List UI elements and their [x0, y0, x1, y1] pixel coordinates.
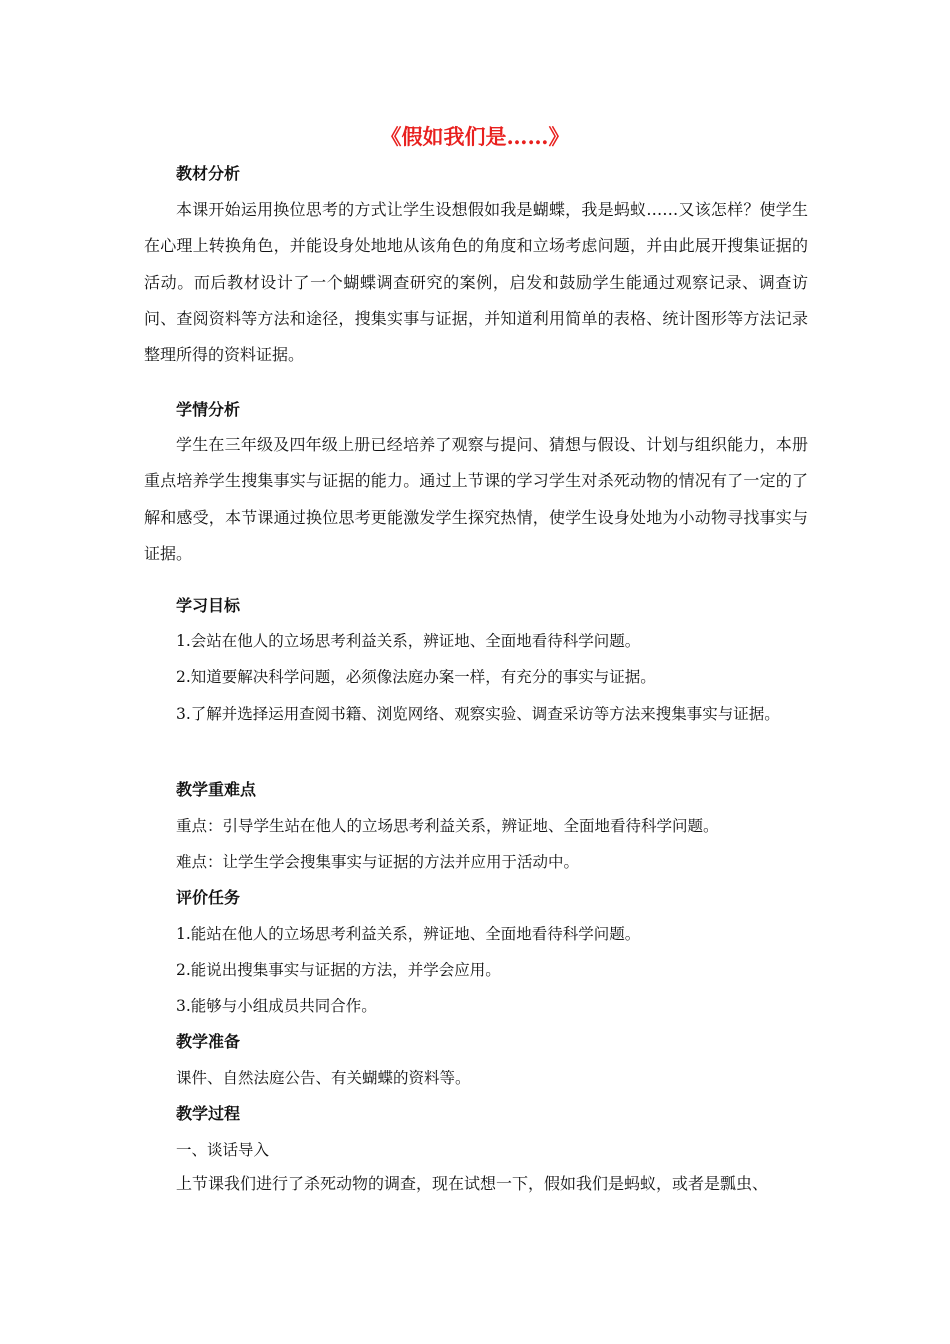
goal-item-1: 1.会站在他人的立场思考利益关系，辨证地、全面地看待科学问题。: [176, 632, 641, 650]
heading-student-analysis: 学情分析: [176, 400, 241, 419]
difficult-point: 难点：让学生学会搜集事实与证据的方法并应用于活动中。: [176, 853, 580, 871]
heading-teaching-process: 教学过程: [176, 1104, 241, 1123]
evaluation-item-2: 2.能说出搜集事实与证据的方法，并学会应用。: [176, 961, 501, 979]
evaluation-item-3: 3.能够与小组成员共同合作。: [176, 997, 377, 1015]
preparation-text: 课件、自然法庭公告、有关蝴蝶的资料等。: [176, 1069, 471, 1087]
goal-item-3: 3.了解并选择运用查阅书籍、浏览网络、观察实验、调查采访等方法来搜集事实与证据。: [176, 705, 780, 723]
goal-item-2: 2.知道要解决科学问题，必须像法庭办案一样，有充分的事实与证据。: [176, 668, 656, 686]
document-title: 《假如我们是……》: [380, 124, 570, 149]
process-step-1: 一、谈话导入: [176, 1141, 270, 1159]
heading-teaching-preparation: 教学准备: [176, 1032, 241, 1051]
heading-textbook-analysis: 教材分析: [176, 164, 241, 183]
evaluation-item-1: 1.能站在他人的立场思考利益关系，辨证地、全面地看待科学问题。: [176, 925, 641, 943]
heading-learning-goals: 学习目标: [176, 596, 241, 615]
key-point: 重点：引导学生站在他人的立场思考利益关系，辨证地、全面地看待科学问题。: [176, 817, 719, 835]
paragraph-textbook-analysis: 本课开始运用换位思考的方式让学生设想假如我是蝴蝶，我是蚂蚁……又该怎样？使学生在心理上转换角色，并能设身处地地从该角色的角度和立场考虑问题，并由此展开搜集证据的活动。而后教材设计了一个蝴蝶调查研究的案例，启发和鼓励学生能通过观察记录、调查访问、查阅资料等方法和途径，搜集实事与证据，并知道利用简单的表格、统计图形等方法记录整理所得的资料证据。: [144, 200, 808, 365]
process-paragraph-clip: [144, 1170, 808, 1200]
heading-evaluation-tasks: 评价任务: [176, 888, 241, 907]
heading-key-difficult-points: 教学重难点: [176, 780, 257, 799]
process-paragraph: 上节课我们进行了杀死动物的调查，现在试想一下，假如我们是蚂蚁，或者是瓢虫、: [176, 1174, 769, 1193]
paragraph-student-analysis: 学生在三年级及四年级上册已经培养了观察与提问、猜想与假设、计划与组织能力，本册重点培养学生搜集事实与证据的能力。通过上节课的学习学生对杀死动物的情况有了一定的了解和感受，本节课通过换位思考更能激发学生探究热情，使学生设身处地为小动物寻找事实与证据。: [144, 435, 808, 563]
